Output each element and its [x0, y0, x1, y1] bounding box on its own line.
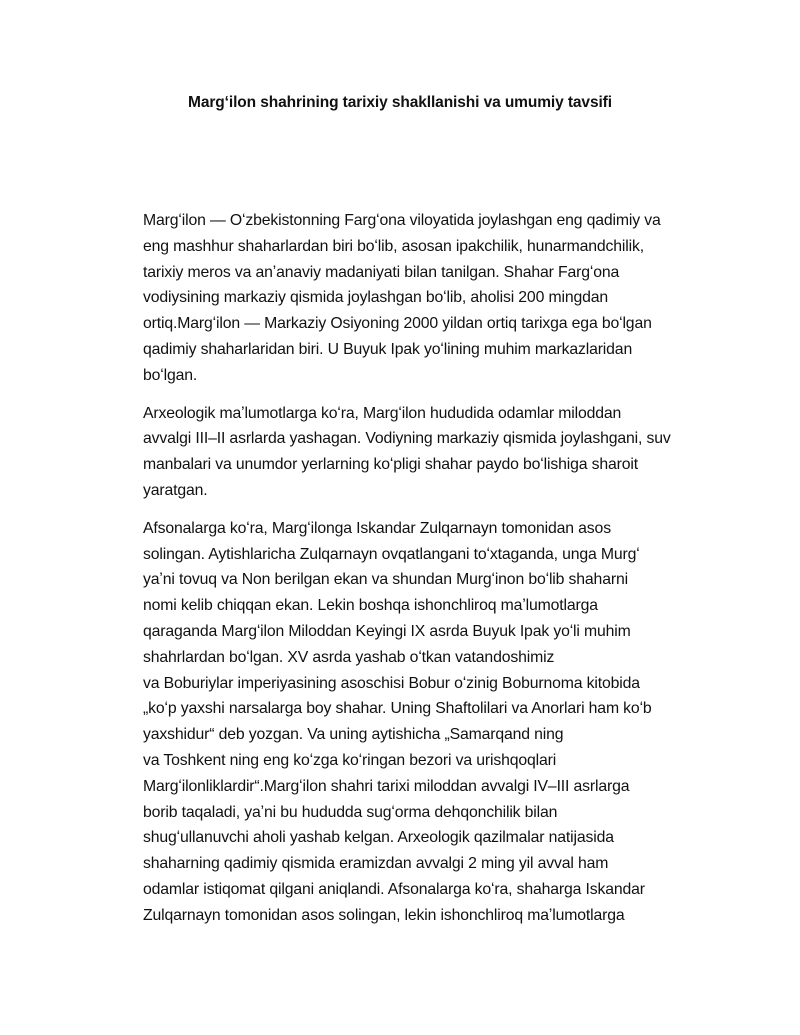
text-line: nomi kelib chiqqan ekan. Lekin boshqa ishonchliroq maʼlumotlarga [143, 597, 598, 615]
paragraph-legends [143, 516, 683, 929]
document-title: Margʻilon shahrining tarixiy shakllanishi va umumiy tavsifi [188, 94, 612, 111]
text-line: qaraganda Margʻilon Miloddan Keyingi IX asrda Buyuk Ipak yoʻli muhim [143, 622, 631, 640]
text-line: vodiysining markaziy qismida joylashgan boʻlib, aholisi 200 mingdan [143, 289, 608, 307]
text-line: boʻlgan. [143, 366, 198, 384]
text-line: yaxshidur“ deb yozgan. Va uning aytishicha „Samarqand ning [143, 726, 564, 744]
text-line: „koʻp yaxshi narsalarga boy shahar. Uning Shaftolilari va Anorlari ham koʻb [143, 700, 652, 718]
text-line: borib taqaladi, yaʼni bu hududda sugʻorma dehqonchilik bilan [143, 803, 558, 821]
text-line: eng mashhur shaharlardan biri boʻlib, asosan ipakchilik, hunarmandchilik, [143, 237, 644, 255]
text-line: va Boburiylar imperiyasining asoschisi Bobur oʻzinig Boburnoma kitobida [143, 674, 640, 692]
text-line: odamlar istiqomat qilgani aniqlandi. Afsonalarga koʻra, shaharga Iskandar [143, 880, 645, 898]
text-line: va Toshkent ning eng koʻzga koʻringan bezori va urishqoqlari [143, 751, 557, 769]
document-body [143, 208, 683, 941]
paragraph-archaeology [143, 401, 683, 504]
text-line: Margʻilonliklardir“.Margʻilon shahri tarixi miloddan avvalgi IV–III asrlarga [143, 777, 630, 795]
text-line: ortiq.Margʻilon — Markaziy Osiyoning 2000 yildan ortiq tarixga ega boʻlgan [143, 315, 652, 333]
text-line: manbalari va unumdor yerlarning koʻpligi shahar paydo boʻlishiga sharoit [143, 456, 638, 474]
text-line: Arxeologik maʼlumotlarga koʻra, Margʻilon hududida odamlar miloddan [143, 404, 622, 422]
text-line: Zulqarnayn tomonidan asos solingan, lekin ishonchliroq maʼlumotlarga [143, 906, 625, 924]
text-line: Afsonalarga koʻra, Margʻilonga Iskandar Zulqarnayn tomonidan asos [143, 519, 611, 537]
text-line: yaʼni tovuq va Non berilgan ekan va shundan Murgʻinon boʻlib shaharni [143, 571, 628, 589]
text-line: shaharning qadimiy qismida eramizdan avvalgi 2 ming yil avval ham [143, 855, 609, 873]
text-line: yaratgan. [143, 481, 208, 499]
text-line: avvalgi III–II asrlarda yashagan. Vodiyning markaziy qismida joylashgani, suv [143, 430, 671, 448]
text-line: qadimiy shaharlaridan biri. U Buyuk Ipak yoʻlining muhim markazlaridan [143, 340, 633, 358]
text-line: shahrlardan boʻlgan. XV asrda yashab oʻtkan vatandoshimiz [143, 648, 555, 666]
paragraph-intro [143, 208, 683, 389]
text-line: Margʻilon — Oʻzbekistonning Fargʻona viloyatida joylashgan eng qadimiy va [143, 212, 661, 229]
text-line: tarixiy meros va anʼanaviy madaniyati bilan tanilgan. Shahar Fargʻona [143, 263, 620, 281]
text-line: solingan. Aytishlaricha Zulqarnayn ovqatlangani toʻxtaganda, unga Murgʻ [143, 545, 640, 563]
text-line: shugʻullanuvchi aholi yashab kelgan. Arxeologik qazilmalar natijasida [143, 829, 614, 847]
